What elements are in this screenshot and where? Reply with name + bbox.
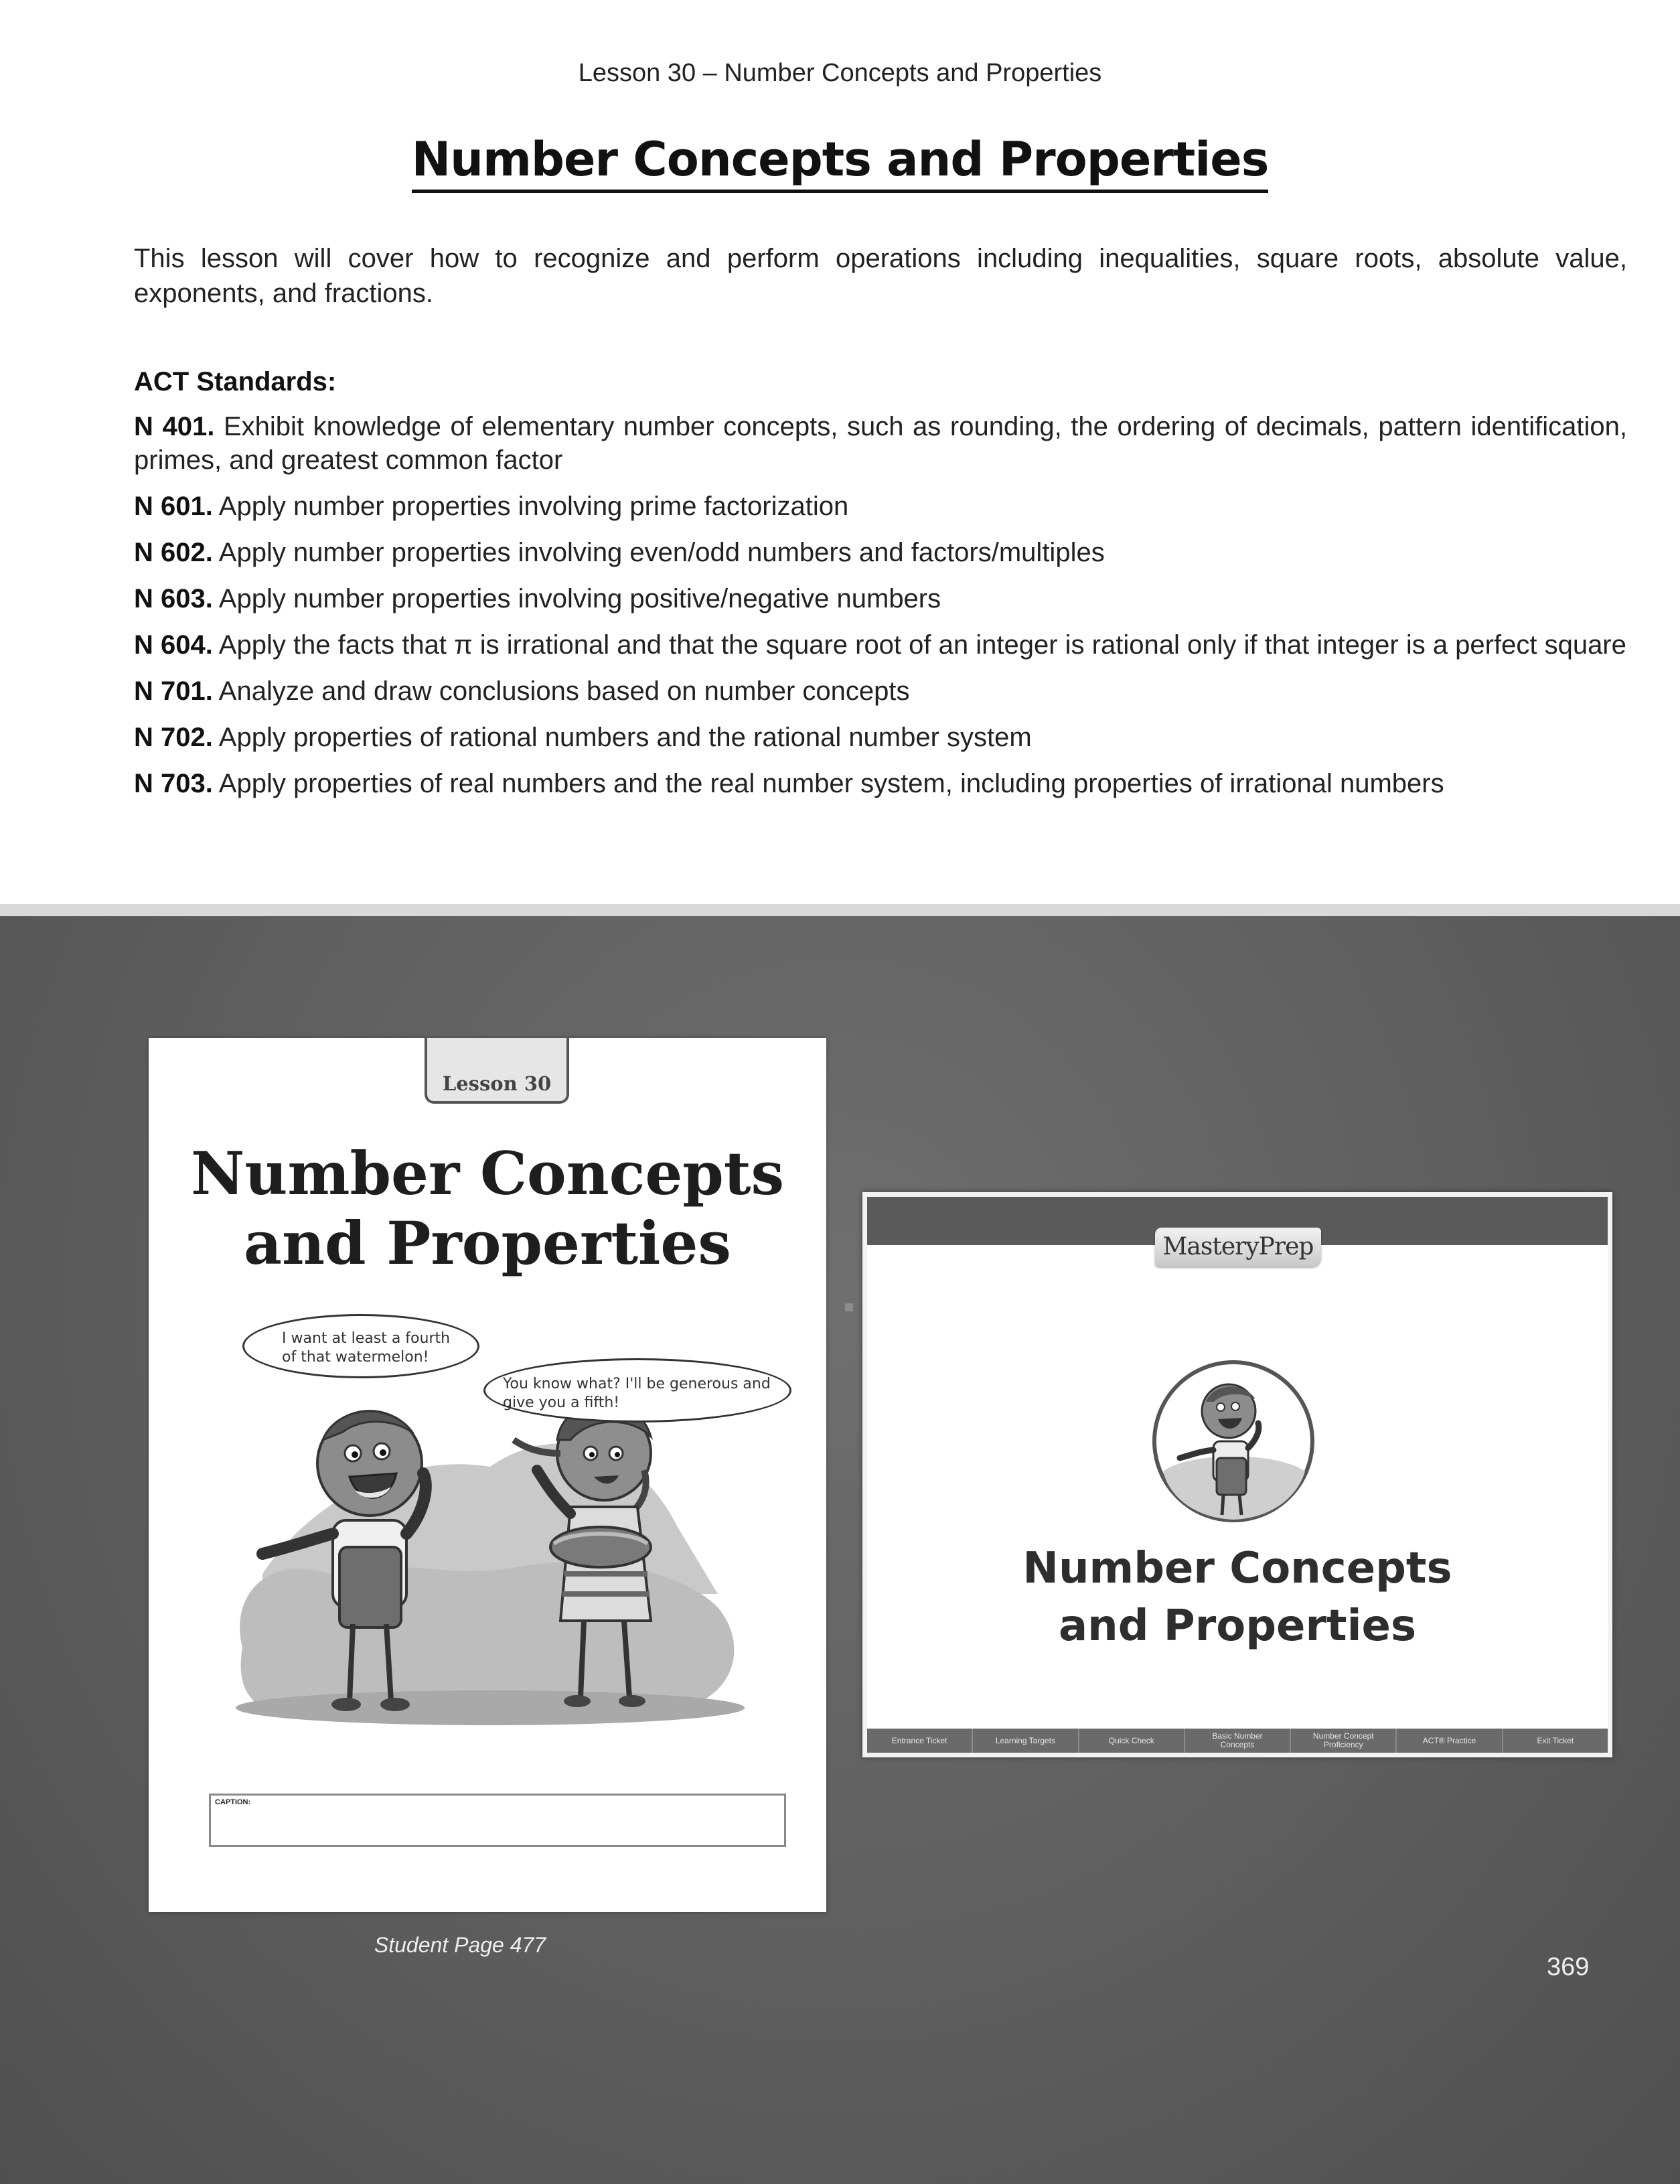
student-page-label: Student Page 477 <box>374 1933 546 1957</box>
standard-item <box>134 410 1627 477</box>
standard-item <box>134 767 1627 800</box>
standard-item <box>134 721 1627 754</box>
slide-nav-label-line2: Concepts <box>1220 1740 1255 1749</box>
standard-text: Analyze and draw conclusions based on number concepts <box>218 676 910 706</box>
page-title <box>0 134 1680 193</box>
slide-nav-quick-check[interactable] <box>1079 1729 1185 1753</box>
caption-box[interactable] <box>209 1794 786 1847</box>
board-marker-dot <box>845 1303 853 1311</box>
boy-avatar-icon <box>1150 1358 1317 1525</box>
slide-nav-label: Learning Targets <box>995 1735 1056 1745</box>
standard-text: Exhibit knowledge of elementary number concepts, such as rounding, the ordering of decimals, pattern identification, primes, and greatest common factor <box>134 412 1627 475</box>
standard-code: N 601. <box>134 492 213 521</box>
slide-nav-label: Number Concept <box>1312 1731 1374 1741</box>
standard-text: Apply the facts that π is irrational and that the square root of an integer is rational only if that integer is a perfect square <box>218 630 1626 660</box>
lesson-tab: Lesson 30 <box>425 1038 569 1104</box>
student-page-thumbnail <box>149 1038 826 1912</box>
cover-title <box>149 1139 826 1278</box>
slide-thumbnail <box>862 1192 1612 1757</box>
intro-paragraph: This lesson will cover how to recognize and perform operations including inequalities, square roots, absolute value, exponents, and fractions. <box>134 244 1627 308</box>
bubble-boy-line2: of that watermelon! <box>282 1349 429 1366</box>
standard-text: Apply properties of real numbers and the real number system, including properties of irrational numbers <box>218 769 1444 798</box>
caption-label: CAPTION: <box>215 1798 251 1806</box>
standards-list <box>134 410 1627 813</box>
standards-heading: ACT Standards: <box>134 367 337 396</box>
cover-title-line2: and Properties <box>244 1208 731 1278</box>
standard-code: N 702. <box>134 723 213 752</box>
slide-nav-label: Entrance Ticket <box>891 1735 947 1745</box>
standard-item <box>134 582 1627 615</box>
standard-code: N 701. <box>134 676 213 706</box>
page-number: 369 <box>1547 1953 1590 1981</box>
standard-code: N 604. <box>134 630 213 660</box>
standard-code: N 703. <box>134 769 213 798</box>
slide-nav-exit-ticket[interactable] <box>1503 1729 1608 1753</box>
slide-nav-label: Basic Number <box>1212 1731 1263 1741</box>
slide-title-line1: Number Concepts <box>1022 1544 1452 1593</box>
slide-nav-entrance-ticket[interactable] <box>867 1729 973 1753</box>
standard-text: Apply properties of rational numbers and the rational number system <box>218 723 1032 752</box>
standard-text: Apply number properties involving positive/negative numbers <box>218 584 941 613</box>
speech-bubble-boy <box>242 1314 479 1378</box>
running-header: Lesson 30 – Number Concepts and Properties <box>578 59 1102 87</box>
slide-nav-label: ACT® Practice <box>1422 1735 1476 1745</box>
bubble-boy-line1: I want at least a fourth <box>282 1330 451 1347</box>
ground-shadow <box>236 1690 745 1725</box>
bubble-girl-line1: You know what? I'll be generous and <box>503 1376 771 1392</box>
slide-nav-label: Exit Ticket <box>1537 1735 1574 1745</box>
slide-nav-label-line2: Proficiency <box>1323 1740 1363 1749</box>
bubble-girl-line2: give you a fifth! <box>503 1394 620 1411</box>
standard-code: N 602. <box>134 538 213 567</box>
standard-item <box>134 536 1627 569</box>
standard-item <box>134 674 1627 708</box>
standard-text: Apply number properties involving prime factorization <box>218 492 849 521</box>
cover-title-line1: Number Concepts <box>190 1139 785 1208</box>
masteryprep-logo: MasteryPrep <box>1155 1228 1321 1266</box>
slide-nav-basic-number-concepts[interactable] <box>1185 1729 1291 1753</box>
standard-code: N 401. <box>134 412 215 441</box>
standard-item <box>134 490 1627 523</box>
slide-nav-act-practice[interactable] <box>1397 1729 1503 1753</box>
slide-title-line2: and Properties <box>1058 1601 1417 1651</box>
standard-code: N 603. <box>134 584 213 613</box>
slide-title <box>867 1540 1608 1655</box>
slide-nav-number-concept-proficiency[interactable] <box>1291 1729 1397 1753</box>
page-title-text: Number Concepts and Properties <box>412 134 1269 193</box>
standard-item <box>134 628 1627 662</box>
slide-nav-label: Quick Check <box>1108 1735 1154 1745</box>
slide-nav-bar <box>867 1729 1608 1753</box>
standard-text: Apply number properties involving even/odd numbers and factors/multiples <box>218 538 1105 567</box>
slide-nav-learning-targets[interactable] <box>973 1729 1079 1753</box>
speech-bubble-girl <box>483 1358 791 1423</box>
